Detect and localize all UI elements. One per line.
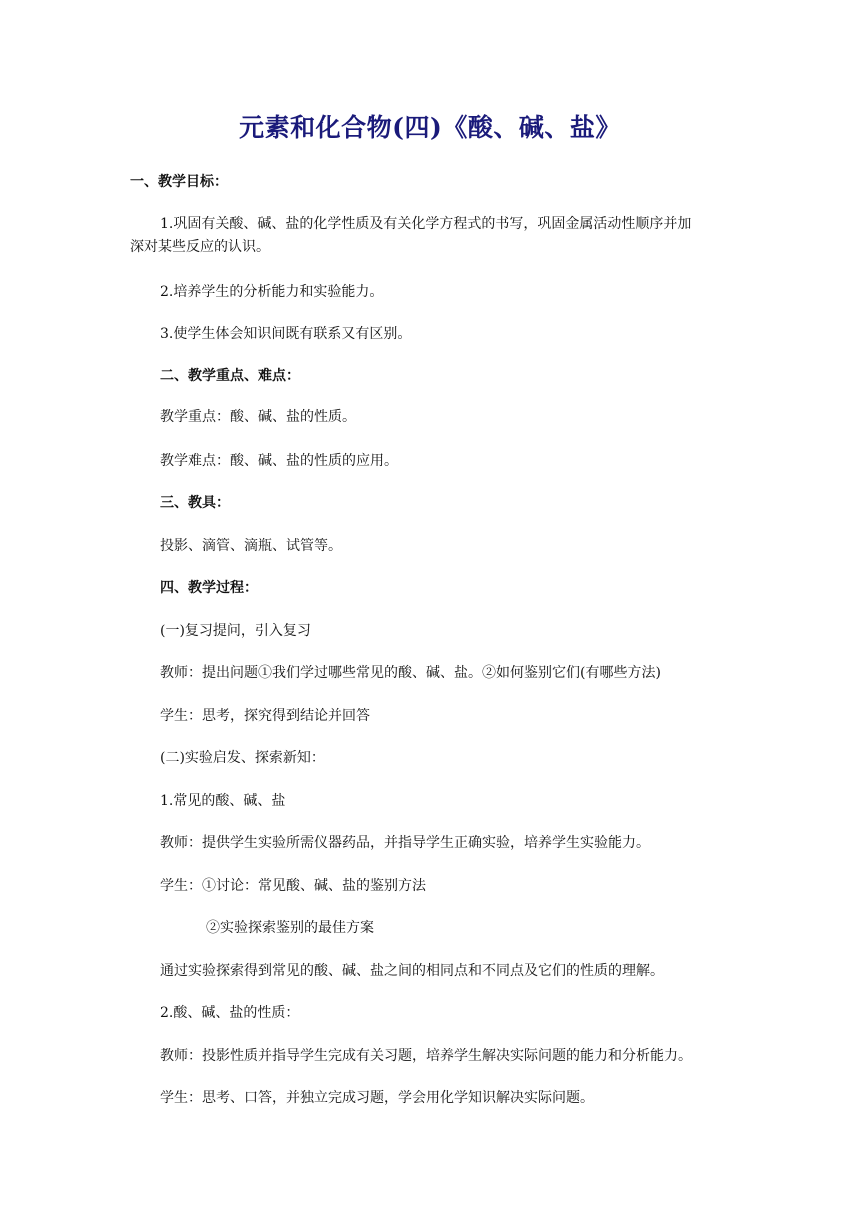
heading-key-points: 二、教学重点、难点：	[160, 368, 300, 384]
process-paragraph: 教师：提供学生实验所需仪器药品，并指导学生正确实验，培养学生实验能力。	[160, 835, 650, 851]
process-paragraph: 学生：①讨论：常见酸、碱、盐的鉴别方法	[160, 878, 426, 894]
process-paragraph: 通过实验探索得到常见的酸、碱、盐之间的相同点和不同点及它们的性质的理解。	[160, 963, 664, 979]
process-paragraph: 教师：提出问题①我们学过哪些常见的酸、碱、盐。②如何鉴别它们(有哪些方法)	[160, 665, 661, 681]
key-point: 教学重点：酸、碱、盐的性质。	[160, 409, 356, 425]
difficult-point: 教学难点：酸、碱、盐的性质的应用。	[160, 453, 398, 469]
process-paragraph: (一)复习提问，引入复习	[160, 623, 311, 639]
process-paragraph: 学生：思考，探究得到结论并回答	[160, 708, 370, 724]
process-paragraph: ②实验探索鉴别的最佳方案	[206, 920, 374, 936]
heading-tools: 三、教具：	[160, 495, 230, 511]
goal-3: 3.使学生体会知识间既有联系又有区别。	[160, 326, 412, 342]
page-title: 元素和化合物(四)《酸、碱、盐》	[239, 113, 621, 142]
goal-1-line-2: 深对某些反应的认识。	[130, 239, 270, 255]
process-paragraph: (二)实验启发、探索新知：	[160, 750, 325, 766]
goal-1-line-1: 1.巩固有关酸、碱、盐的化学性质及有关化学方程式的书写，巩固金属活动性顺序并加	[160, 216, 692, 232]
process-paragraph: 1.常见的酸、碱、盐	[160, 793, 286, 809]
goal-2: 2.培养学生的分析能力和实验能力。	[160, 284, 384, 300]
heading-process: 四、教学过程：	[160, 580, 258, 596]
process-paragraph: 2.酸、碱、盐的性质：	[160, 1005, 300, 1021]
heading-teaching-goals: 一、教学目标：	[130, 174, 228, 190]
process-paragraph: 学生：思考、口答，并独立完成习题，学会用化学知识解决实际问题。	[160, 1090, 594, 1106]
process-paragraph: 教师：投影性质并指导学生完成有关习题，培养学生解决实际问题的能力和分析能力。	[160, 1048, 692, 1064]
tools-list: 投影、滴管、滴瓶、试管等。	[160, 538, 342, 554]
